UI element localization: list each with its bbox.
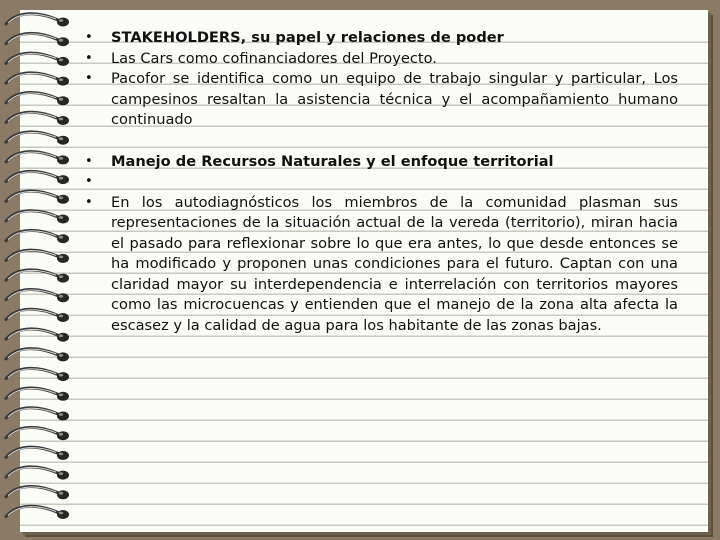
bullet-glyph: • bbox=[85, 194, 93, 210]
slide-content bbox=[80, 28, 678, 336]
bullet-glyph: • bbox=[85, 50, 93, 66]
bullet-glyph: • bbox=[85, 174, 93, 189]
bullet-item-cars bbox=[80, 49, 678, 70]
bullet-glyph: • bbox=[85, 153, 93, 169]
recursos-heading: Manejo de Recursos Naturales y el enfoque territorial bbox=[111, 152, 554, 170]
cars-text: Las Cars como cofinanciadores del Proyecto. bbox=[111, 49, 437, 67]
bullet-item-empty bbox=[80, 172, 678, 193]
bullet-item-autodiagnosticos bbox=[80, 193, 678, 337]
bullet-item-recursos-heading bbox=[80, 152, 678, 173]
pacofor-text: Pacofor se identifica como un equipo de trabajo singular y particular, Los campesinos resaltan la asistencia técnica y el acompañamiento humano continuado bbox=[111, 70, 678, 128]
bullet-item-pacofor bbox=[80, 69, 678, 131]
bullet-item-stakeholders-heading bbox=[80, 28, 678, 49]
bullet-glyph: • bbox=[85, 30, 93, 45]
section-gap bbox=[80, 131, 678, 152]
autodiagnosticos-paragraph: En los autodiagnósticos los miembros de la comunidad plasman sus representaciones de la situación actual de la vereda (territorio), miran hacia el pasado para reflexionar sobre lo que era antes, lo que desde entonces se ha modificado y proponen unas condiciones para el futuro. Captan con una claridad mayor su interdependencia e interrelación con territorios mayores como las microcuencas y entienden que el manejo de la zona alta afecta la escasez y la calidad de agua para los habitante de las zonas bajas. bbox=[111, 193, 678, 334]
bullet-glyph: • bbox=[85, 71, 93, 86]
stakeholders-heading: STAKEHOLDERS, su papel y relaciones de poder bbox=[111, 29, 504, 46]
